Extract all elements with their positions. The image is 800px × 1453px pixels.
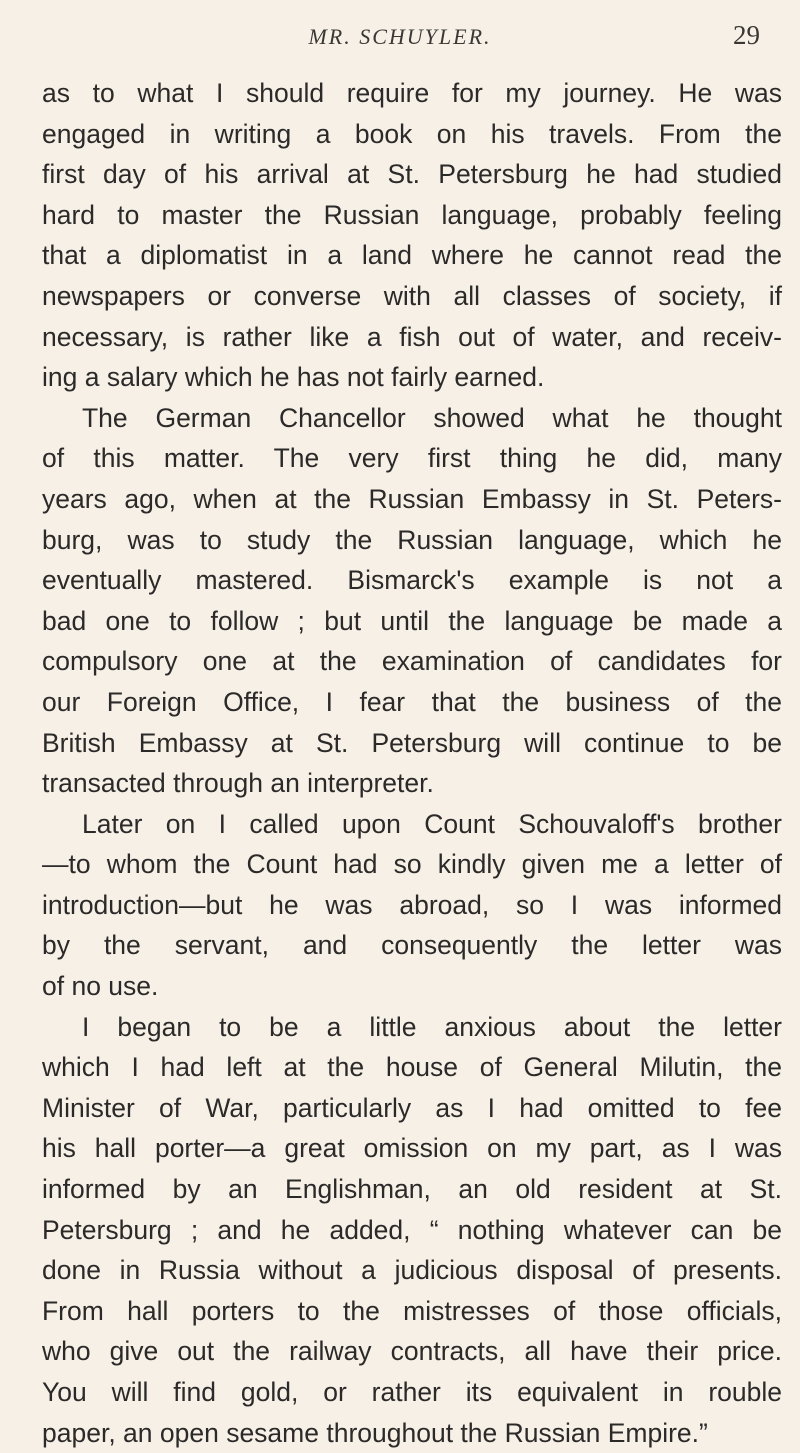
text-line: burg, was to study the Russian language, which he	[42, 524, 782, 555]
text-line: who give out the railway contracts, all have their price.	[42, 1336, 782, 1367]
text-line: of no use.	[42, 971, 159, 1002]
text-line: years ago, when at the Russian Embassy in St. Peters-	[42, 483, 782, 514]
text-line: transacted through an interpreter.	[42, 768, 434, 799]
text-line: of this matter. The very first thing he did, many	[42, 443, 782, 474]
text-line: bad one to follow ; but until the language be made a	[42, 605, 782, 636]
text-line: newspapers or converse with all classes of society, if	[42, 280, 782, 311]
text-line: compulsory one at the examination of candidates for	[42, 646, 782, 677]
text-line: British Embassy at St. Petersburg will continue to be	[42, 727, 782, 758]
text-line: paper, an open sesame throughout the Russian Empire.”	[42, 1417, 708, 1448]
text-line: necessary, is rather like a fish out of water, and receiv-	[42, 321, 782, 352]
text-line: Petersburg ; and he added, “ nothing whatever can be	[42, 1214, 782, 1245]
text-line: introduction—but he was abroad, so I was informed	[42, 889, 782, 920]
text-line: his hall porter—a great omission on my part, as I was	[42, 1133, 782, 1164]
text-line: The German Chancellor showed what he thought	[82, 402, 782, 433]
body-text	[42, 73, 782, 1453]
text-line: informed by an Englishman, an old resident at St.	[42, 1174, 782, 1205]
text-line: first day of his arrival at St. Petersburg he had studied	[42, 159, 782, 190]
text-line: by the servant, and consequently the letter was	[42, 930, 782, 961]
text-line: which I had left at the house of General Milutin, the	[42, 1052, 782, 1083]
text-line: Later on I called upon Count Schouvaloff's brother	[82, 808, 782, 839]
text-line: our Foreign Office, I fear that the business of the	[42, 686, 782, 717]
text-line: ing a salary which he has not fairly earned.	[42, 362, 545, 393]
text-line: engaged in writing a book on his travels. From the	[42, 118, 782, 149]
text-line: that a diplomatist in a land where he cannot read the	[42, 240, 782, 271]
text-line: done in Russia without a judicious disposal of presents.	[42, 1255, 782, 1286]
page-number: 29	[733, 20, 760, 50]
running-title: MR. SCHUYLER.	[308, 24, 492, 49]
text-line: —to whom the Count had so kindly given me a letter of	[42, 849, 782, 880]
text-line: as to what I should require for my journey. He was	[42, 78, 782, 108]
text-line: From hall porters to the mistresses of those officials,	[42, 1295, 782, 1326]
text-line: Minister of War, particularly as I had omitted to fee	[42, 1092, 782, 1123]
text-line: eventually mastered. Bismarck's example is not a	[42, 565, 782, 596]
text-line: hard to master the Russian language, probably feeling	[42, 199, 782, 230]
text-line: I began to be a little anxious about the letter	[82, 1011, 782, 1042]
text-line: You will find gold, or rather its equivalent in rouble	[42, 1377, 782, 1407]
